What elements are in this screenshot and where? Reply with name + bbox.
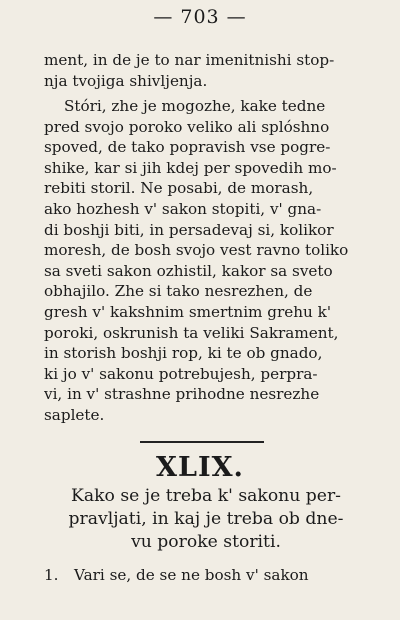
- text-line-content: rebiti storil. Ne posabi, de morash,: [44, 179, 314, 198]
- text-line-content: ment, in de je to nar imenitnishi stop-: [44, 51, 335, 69]
- text-line-content: sa sveti sakon ozhistil, kakor sa sveto: [44, 261, 333, 280]
- text-line: [44, 96, 368, 117]
- text-line: [44, 364, 368, 385]
- text-line-content: di boshji biti, in persadevaj si, kolikor: [44, 220, 334, 239]
- heading-line: pravljati, in kaj je treba ob dne-: [68, 509, 344, 529]
- paragraph-continuation: [44, 50, 368, 91]
- text-line-content: poroki, oskrunish ta veliki Sakrament,: [44, 323, 339, 342]
- text-line: [44, 343, 368, 364]
- text-line: [44, 261, 368, 282]
- text-line: [44, 199, 368, 220]
- text-line-content: shike, kar si jih kdej per spovedih mo-: [44, 158, 337, 177]
- text-line: [44, 117, 368, 138]
- numbered-item: [44, 566, 368, 584]
- text-line: [44, 178, 368, 199]
- chapter-number: XLIX.: [156, 452, 244, 483]
- section-divider: [140, 441, 264, 443]
- text-line: [44, 323, 368, 344]
- item-number: 1.: [44, 566, 59, 584]
- text-line-content: vi, in v' strashne prihodne nesrezhe: [44, 385, 320, 404]
- text-line: [44, 71, 368, 92]
- chapter-heading: [44, 485, 368, 554]
- item-text: Vari se, de se ne bosh v' sakon: [74, 566, 309, 584]
- text-line-content: saplete.: [44, 405, 105, 424]
- text-line-content: ki jo v' sakonu potrebujesh, perpra-: [44, 364, 318, 383]
- text-line-content: Stóri, zhe je mogozhe, kake tedne: [64, 97, 326, 115]
- text-line-content: moresh, de bosh svojo vest ravno toliko: [44, 241, 349, 260]
- text-line: [44, 281, 368, 302]
- text-line: [44, 50, 368, 71]
- text-line-content: pred svojo poroko veliko ali splóshno: [44, 117, 330, 136]
- text-line: [44, 405, 368, 426]
- paragraph-main: [44, 96, 368, 426]
- heading-line: Kako se je treba k' sakonu per-: [71, 486, 341, 506]
- text-line: [44, 302, 368, 323]
- page-number: — 703 —: [153, 6, 247, 28]
- text-line: [44, 240, 368, 261]
- text-line-content: gresh v' kakshnim smertnim grehu k': [44, 302, 332, 321]
- text-line-content: obhajilo. Zhe si tako nesrezhen, de: [44, 282, 313, 301]
- text-line-content: ako hozhesh v' sakon stopiti, v' gna-: [44, 199, 322, 218]
- text-line-content: spoved, de tako popravish vse pogre-: [44, 138, 331, 157]
- text-line: [44, 220, 368, 241]
- text-line-content: in storish boshji rop, ki te ob gnado,: [44, 344, 323, 363]
- text-line: [44, 384, 368, 405]
- text-line: [44, 158, 368, 179]
- text-line-content: nja tvojiga shivljenja.: [44, 71, 208, 90]
- heading-line: vu poroke storiti.: [131, 532, 281, 552]
- text-line: [44, 137, 368, 158]
